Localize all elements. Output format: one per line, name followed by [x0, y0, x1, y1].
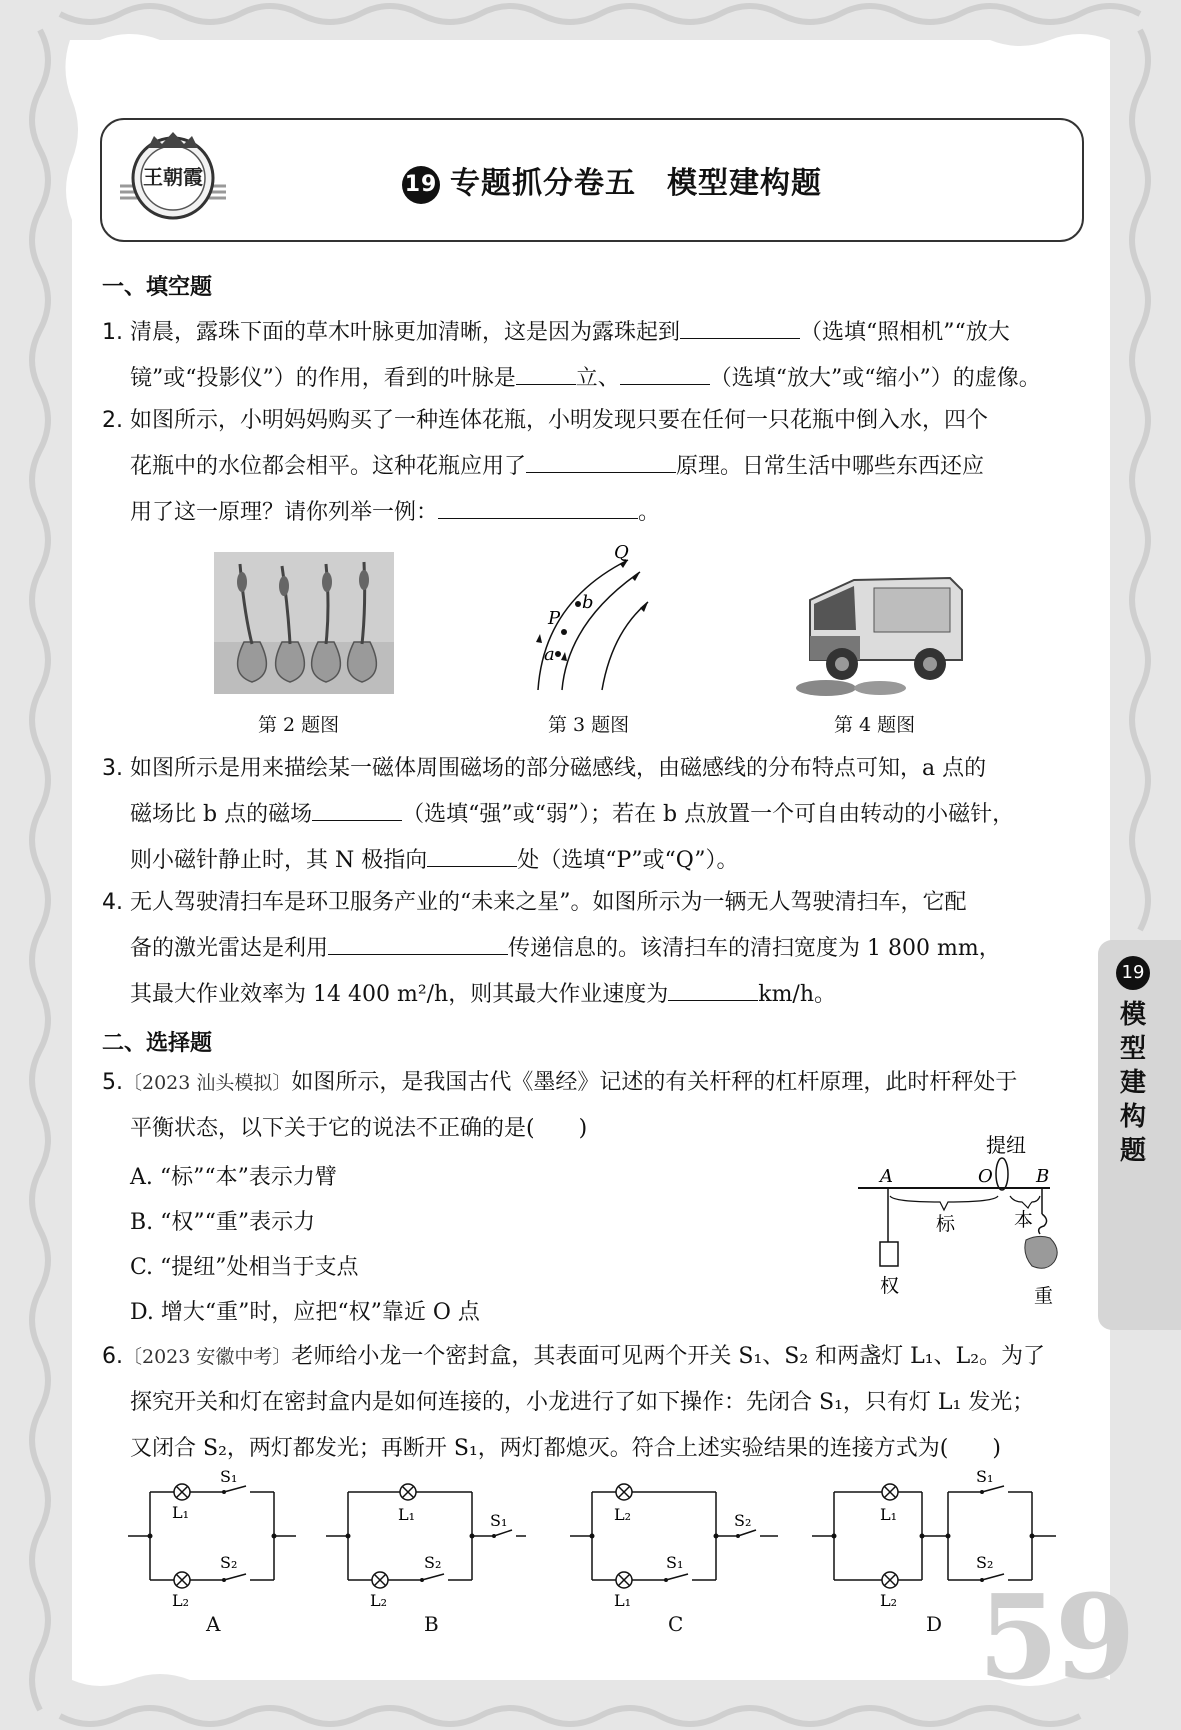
question-text: 用了这一原理？请你列举一例：	[130, 500, 439, 525]
question-text: km/h。	[758, 982, 837, 1007]
question-text: 原理。日常生活中哪些东西还应	[676, 454, 985, 479]
question-number: 2.	[102, 408, 123, 433]
answer-blank[interactable]	[328, 932, 508, 955]
question-text: 如图所示，是我国古代《墨经》记述的有关杆秤的杠杆原理，此时杆秤处于	[291, 1070, 1018, 1095]
chapter-side-tab	[1098, 940, 1181, 1330]
page-number: 59	[978, 1570, 1132, 1706]
figure-2-caption: 第 2 题图	[258, 714, 340, 736]
question-text: 老师给小龙一个密封盒，其表面可见两个开关 S₁、S₂ 和两盏灯 L₁、L₂。为了	[291, 1344, 1046, 1369]
label-A: A	[880, 1166, 893, 1187]
question-text: 如图所示是用来描绘某一磁体周围磁场的部分磁感线，由磁感线的分布特点可知，a 点的	[130, 756, 987, 781]
side-tab-number: 19	[1116, 956, 1150, 990]
answer-blank[interactable]	[312, 798, 402, 821]
label-zhong: 重	[1034, 1285, 1054, 1307]
question-number: 4.	[102, 890, 123, 915]
question-text: 清晨，露珠下面的草木叶脉更加清晰，这是因为露珠起到	[130, 320, 681, 345]
question-number: 3.	[102, 756, 123, 781]
chapter-number-badge: 19	[402, 166, 440, 204]
figure-2-vases-photo	[214, 552, 394, 694]
question-text: 立、	[575, 366, 620, 391]
question-2	[102, 398, 1082, 536]
answer-blank[interactable]	[516, 362, 576, 385]
lamp-label: L₂	[880, 1591, 898, 1610]
question-text: 磁场比 b 点的磁场	[130, 802, 313, 827]
label-B: B	[1036, 1166, 1050, 1187]
lamp-label: L₂	[614, 1505, 632, 1524]
question-text: 探究开关和灯在密封盒内是如何连接的，小龙进行了如下操作：先闭合 S₁，只有灯 L₁ 发光；	[130, 1390, 1035, 1415]
section-title-multiple-choice: 二、选择题	[102, 1031, 213, 1056]
question-number: 5.	[102, 1070, 123, 1095]
question-text: 其最大作业效率为 14 400 m²/h，则其最大作业速度为	[130, 982, 669, 1007]
option-D[interactable]: D. 增大“重”时，应把“权”靠近 O 点	[130, 1300, 480, 1325]
label-ben: 本	[1014, 1209, 1034, 1231]
option-A[interactable]: A. “标”“本”表示力臂	[130, 1165, 337, 1190]
circuit-option-A	[128, 1470, 298, 1610]
question-text: 如图所示，小明妈妈购买了一种连体花瓶，小明发现只要在任何一只花瓶中倒入水，四个	[130, 408, 989, 433]
svg-text:王朝霞: 王朝霞	[143, 165, 203, 189]
question-text: 无人驾驶清扫车是环卫服务产业的“未来之星”。如图所示为一辆无人驾驶清扫车，它配	[130, 890, 967, 915]
switch-label: S₁	[220, 1470, 238, 1486]
answer-blank[interactable]	[438, 496, 638, 519]
question-text: （选填“照相机”“放大	[800, 320, 1010, 345]
answer-blank[interactable]	[620, 362, 710, 385]
question-1	[102, 310, 1082, 402]
figure-3-magnetic-field-lines	[520, 542, 650, 692]
label-O: O	[978, 1166, 993, 1187]
question-text: （选填“放大”或“缩小”）的虚像。	[709, 366, 1041, 391]
lamp-label: L₁	[398, 1505, 416, 1524]
figure-4-caption: 第 4 题图	[834, 714, 916, 736]
question-number: 6.	[102, 1344, 123, 1369]
question-4	[102, 880, 1082, 1018]
label-quan: 权	[880, 1275, 900, 1297]
answer-blank[interactable]	[427, 844, 517, 867]
label-P: P	[548, 608, 561, 629]
circuit-label-C: C	[668, 1612, 684, 1636]
option-B[interactable]: B. “权”“重”表示力	[130, 1210, 316, 1235]
source-tag: 〔2023 安徽中考〕	[123, 1346, 292, 1368]
circuit-option-C	[570, 1470, 780, 1610]
question-text: 又闭合 S₂，两灯都发光；再断开 S₁，两灯都熄灭。符合上述实验结果的连接方式为( )	[130, 1436, 1001, 1461]
switch-label: S₁	[490, 1511, 508, 1530]
question-text: 镜”或“投影仪”）的作用，看到的叶脉是	[130, 366, 516, 391]
question-3	[102, 746, 1082, 884]
section-title-fill-blank: 一、填空题	[102, 275, 213, 300]
circuit-label-D: D	[926, 1612, 943, 1636]
question-text: 备的激光雷达是利用	[130, 936, 329, 961]
switch-label: S₂	[976, 1553, 994, 1572]
answer-blank[interactable]	[680, 316, 800, 339]
switch-label: S₂	[424, 1553, 442, 1572]
switch-label: S₁	[666, 1553, 684, 1572]
label-biao: 标	[936, 1213, 956, 1235]
option-C[interactable]: C. “提纽”处相当于支点	[130, 1255, 359, 1280]
question-text: 。	[638, 500, 661, 525]
switch-label: S₁	[976, 1470, 994, 1486]
question-text: （选填“强”或“弱”）；若在 b 点放置一个可自由转动的小磁针，	[402, 802, 1015, 827]
question-text: 平衡状态，以下关于它的说法不正确的是( )	[130, 1116, 588, 1141]
answer-blank[interactable]	[668, 978, 758, 1001]
figure-4-sweeper-truck	[790, 560, 970, 700]
lamp-label: L₂	[172, 1591, 190, 1610]
question-text: 花瓶中的水位都会相平。这种花瓶应用了	[130, 454, 527, 479]
label-tiniu: 提纽	[986, 1133, 1026, 1157]
circuit-label-A: A	[206, 1612, 221, 1636]
side-tab-text: 模型建构题	[1119, 1000, 1146, 1166]
label-b: b	[582, 592, 594, 613]
switch-label: S₂	[220, 1553, 238, 1572]
lamp-label: L₂	[370, 1591, 388, 1610]
question-number: 1.	[102, 320, 123, 345]
circuit-option-B	[326, 1470, 526, 1610]
chapter-header	[100, 118, 1084, 242]
source-tag: 〔2023 汕头模拟〕	[123, 1072, 292, 1094]
question-text: 处（选填“P”或“Q”）。	[517, 848, 739, 873]
question-text: 则小磁针静止时，其 N 极指向	[130, 848, 428, 873]
circuit-label-B: B	[424, 1612, 439, 1636]
lamp-label: L₁	[880, 1505, 898, 1524]
lamp-label: L₁	[172, 1503, 190, 1522]
question-6	[102, 1334, 1082, 1472]
answer-blank[interactable]	[526, 450, 676, 473]
figure-3-caption: 第 3 题图	[548, 714, 630, 736]
label-Q: Q	[614, 542, 629, 563]
steelyard-diagram	[850, 1130, 1080, 1320]
lamp-label: L₁	[614, 1591, 632, 1610]
question-text: 传递信息的。该清扫车的清扫宽度为 1 800 mm，	[508, 936, 1001, 961]
brand-logo	[110, 126, 236, 234]
label-a: a	[544, 644, 555, 665]
chapter-title	[402, 158, 822, 204]
switch-label: S₂	[734, 1511, 752, 1530]
chapter-title-text: 专题抓分卷五 模型建构题	[450, 166, 822, 201]
